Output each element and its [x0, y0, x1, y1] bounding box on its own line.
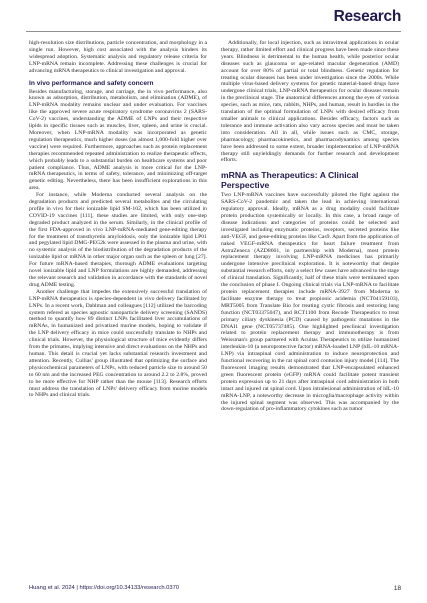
journal-header	[0, 0, 427, 30]
left-column	[29, 40, 207, 510]
section-title: Research	[333, 8, 401, 25]
paragraph: Besides manufacturing, storage, and carriage, the in vivo performance, also known as adsorption, distribution, metabolism, and elimination (ADME), of LNP-mRNA modality remains unclear and under evaluation. For vaccines like the approved severe acute respiratory syndrome coronavirus 2 (SARS-CoV-2) vaccines, understanding the ADME of LNPs and their respective lipids in specific tissues such as muscles, liver, spleen, and urine is crucial. Moreover, when LNP-mRNA modality was incorporated as genetic regulation therapeutics, much higher doses (an almost 1,000-fold higher over vaccine) were required. Furthermore, approaches such as protein replacement therapies recommended repeated administration to realize therapeutic effects, which probably leads to a substantial burden on healthcare systems and poor patient compliance. Thus, ADME analysis is more critical for the LNP-mRNA therapeutics, in terms of safety, tolerance, and minimizing off-target genetic editing. Nevertheless, there has been insufficient explorations in this area.	[29, 88, 207, 192]
header-divider	[26, 31, 401, 32]
paragraph: Two LNP-mRNA vaccines have successfully piloted the fight against the SARS-CoV-2 pandemic and taken the lead in achieving international regulatory approval. Ideally, mRNA as a drug modality could facilitate protein production systemically or locally. In this case, a broad range of disease indications and categories of proteins could be selected and investigated including enzymatic proteins, receptors, secreted proteins like anti-VEGF, and gene-editing proteins like Cas9. Apart from the application of naked VEGF-mRNA therapeutics for heart failure treatment from AstraZeneca (AZD8601, in partnership with Moderna), most protein replacement therapy involving LNP-mRNA medicines has primarily undergone intensive preclinical exploration. It is noteworthy that despite substantial research efforts, only a select few cases have advanced to the stage of clinical translation. Significantly, half of these trials were terminated upon the conclusion of phase I. Ongoing clinical trials via LNP-mRNA to facilitate protein replacement therapies include mRNA-3927 from Moderna to facilitate enzyme therapy to treat propionic acidemia (NCT04159103), MRT5005 from Translate Bio for treating cystic fibrosis and restoring lung function (NCT03375047), and RCT1100 from Recode Therapeutics to treat primary ciliary dyskinesia (PCD) caused by pathogenic mutations in the DNAI1 gene (NCT05737485). One highlighted preclinical investigation related to protein replacement therapy and immunotherapy is from Weissman's group partnered with Acuitas Therapeutics to utilize humanized interleukin-10 (a neuroprotective factor) mRNA-loaded LNP (hIL-10 mRNA-LNP) via intraspinal cord administration to induce neuroprotection and functional recovering in the rat spinal cord contusion injury model [114]. The fluorescent imaging results demonstrated that LNP-encapsulated enhanced green fluorescent protein (eGFP) mRNA could facilitate potent transient protein expression up to 21 days after intraspinal cord administration in both intact and injured rat spinal cord. Upon intralesional administration of hIL-10 mRNA-LNP, a noteworthy decrease in microglia/macrophage activity within the injured spinal segment was observed. This was accompanied by the down-regulation of pro-inflammatory cytokines such as tumor	[221, 192, 399, 413]
page-number: 18	[393, 585, 401, 592]
citation-doi-link[interactable]: Huang et al. 2024 | https://doi.org/10.34133/research.0370	[29, 585, 180, 591]
right-column	[221, 40, 399, 510]
paragraph: high-resolution size distributions, particle concentration, and morphology in a single run. However, high cost associated with the analysis hinders its widespread adoption. Systematic analysis and regulatory release criteria for LNP-mRNA remain incomplete. Addressing these challenges is crucial for advancing mRNA therapeutics to clinical investigation and approval.	[29, 40, 207, 74]
paragraph: Another challenge that impedes the extensively successful translation of LNP-mRNA therapeutics is species-dependent in vivo delivery facilitated by LNPs. In a recent work, Dahlman and colleagues [112] utilized the barcoding system refered as species agnostic nanoparticle delivery screening (SANDS) method to quantify how 89 distinct LNPs facilitated liver accumulations of mRNAs, in humanized and privatized murine models, hoping to validate if the LNP delivery efficacy in mice could successfully translate to NHPs and clinical trials. However, the physiological structure of mice evidently differs from the primates, implying intensive and direct evaluations on the NHPs and human. This detail is crucial yet lacks substantial research investment and attention. Recently, Cullias' group illustrated that optimizing the surface and physicochemical parameters of LNPs, with reduced particle size to around 50 to 60 nm and the increased PEG concentration to around 2.2 to 2.8%, proved to be more effective for NHP rather than the mouse [113]. Research efforts must address the translation of LNPs' delivery efficacy from murine models to NHPs and clinical trials.	[29, 288, 207, 399]
paragraph: For instance, while Moderna conducted several analysis on the degradation products and predicted several metabolites and the circulating profile in vivo for their ionizable lipid SM-102, which has been utilized in COVID-19 vaccines [111], these studies are limited, with only one-step degraded product analyzed in the serum. Similarly, in the clinical profile of the first FDA-approved in vivo LNP-mRNA-mediated gene-editing therapy for the treatment of transthyretin amyloidosis, only the ionizable lipid LP01 and pegylated lipid DMG-PEG2k were assessed in the plasma and urine, with no systemic analysis of the biodistribution of the degradation products of the ionizable lipid or mRNA in other major organ such as the spleen or lung [27]. For future mRNA-based therapies, thorough ADME evaluations targeting novel ionizable lipid and LNP formulations are highly demanded, addressing the relevant research and validation in accordance with the standards of novel drug ADME testing.	[29, 192, 207, 288]
page-footer	[29, 585, 401, 595]
section-heading: mRNA as Therapeutics: A Clinical Perspective	[221, 170, 359, 191]
paragraph: Additionally, for local injection, such as intravitreal applications in ocular therapy, rather limited effort and clinical progress have been made since these years. Blindness is detrimental to the human health, while posterior ocular diseases such as glaucoma or age-related macular degeneration (AMD) account for over 80% of partial or total blindness. Genetic regulation for treating ocular diseases has been under investigation since the 2000s. While multiple virus-based delivery systems for genetic material-based drugs have undergone clinical trials, LNP-mRNA therapeutics for ocular diseases remain in the preclinical stage. The anatomical differences among the eyes of various species, such as mice, rats, rabbits, NHPs, and human, result in hurdles in the translation of the optimal formulation of LNPs with desired efficacy from smaller animals to clinical applications. Besides efficacy, factors such as tolerance and immune activation also vary across species and must be taken into consideration. All in all, while issues such as CMC, storage, pharmacology, pharmacokinetics, and pharmacodynamics among species have been addressed to some extent, broader implementation of LNP-mRNA therapy still unyieldingly demands for further research and development efforts.	[221, 40, 399, 164]
section-heading: In vivo performance and safety concern	[29, 79, 154, 87]
